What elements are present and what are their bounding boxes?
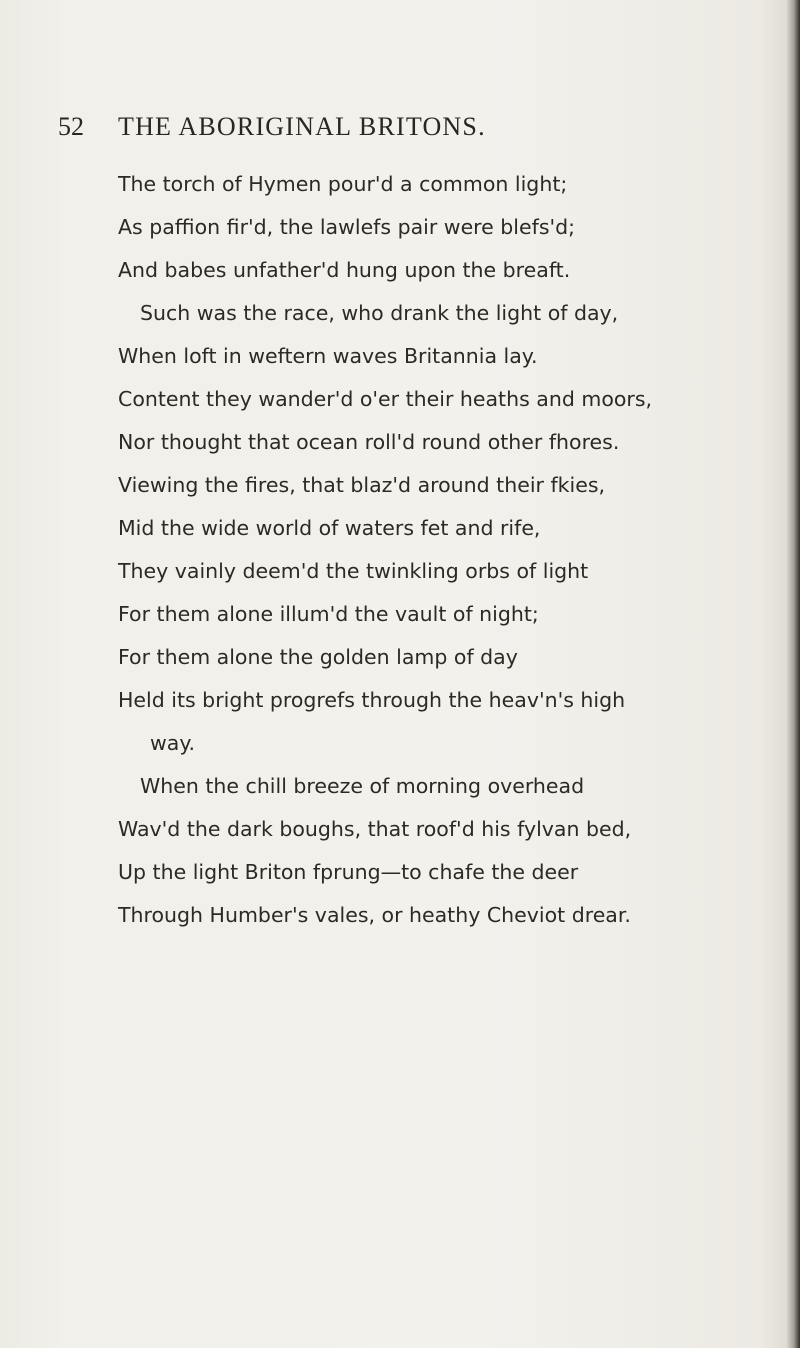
poem-line: Through Humber's vales, or heathy Cheviot drear. <box>118 903 631 927</box>
poem-line: And babes unfather'd hung upon the breaft. <box>118 258 571 282</box>
poem-line: Such was the race, who drank the light of day, <box>140 301 619 325</box>
poem-line: They vainly deem'd the twinkling orbs of light <box>118 559 589 583</box>
poem-line: For them alone illum'd the vault of night; <box>118 602 539 626</box>
page-header <box>58 112 738 148</box>
poem-line: For them alone the golden lamp of day <box>118 645 518 669</box>
poem-line: As paffion fir'd, the lawlefs pair were blefs'd; <box>118 215 576 239</box>
poem-line: When loft in weftern waves Britannia lay. <box>118 344 538 368</box>
poem-line: Content they wander'd o'er their heaths and moors, <box>118 387 653 411</box>
poem-line: Wav'd the dark boughs, that roof'd his fylvan bed, <box>118 817 632 841</box>
poem-line-turnover: way. <box>150 731 196 755</box>
poem-line: Viewing the fires, that blaz'd around their fkies, <box>118 473 606 497</box>
poem-line: Held its bright progrefs through the heav'n's high <box>118 688 626 712</box>
poem-line: Mid the wide world of waters fet and rife, <box>118 516 541 540</box>
running-title: THE ABORIGINAL BRITONS. <box>118 112 486 141</box>
poem-line: The torch of Hymen pour'd a common light; <box>118 172 568 196</box>
page-number: 52 <box>58 112 84 141</box>
poem-line: Up the light Briton fprung—to chafe the deer <box>118 860 579 884</box>
poem-line: Nor thought that ocean roll'd round other fhores. <box>118 430 620 454</box>
page-edge-shadow <box>786 0 800 1348</box>
poem-line: When the chill breeze of morning overhead <box>140 774 585 798</box>
